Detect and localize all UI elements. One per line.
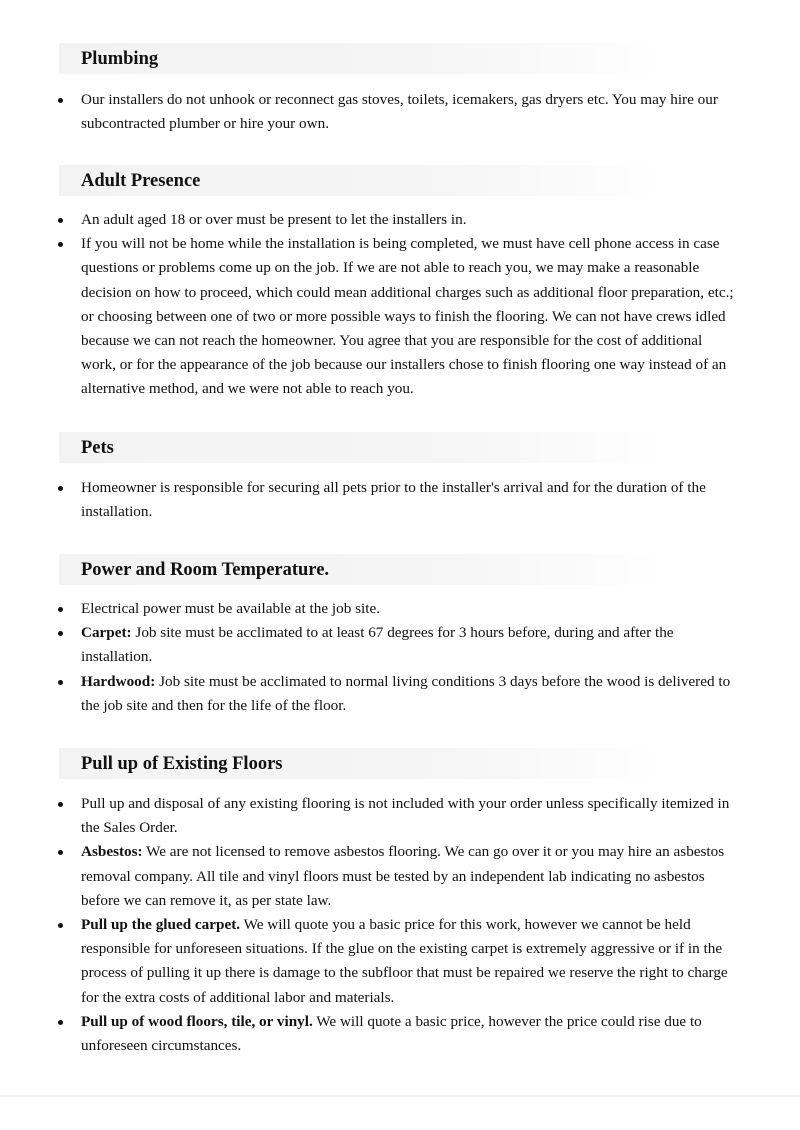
bullet-icon <box>58 1020 63 1025</box>
list-item: Pull up and disposal of any existing flooring is not included with your order unless specifically itemized in the Sales Order. <box>0 792 741 840</box>
section-heading: Plumbing <box>81 49 159 69</box>
bullet-icon <box>58 242 63 247</box>
bullet-list <box>0 476 800 524</box>
bullet-icon <box>58 486 63 491</box>
section-heading: Power and Room Temperature. <box>81 560 330 580</box>
list-item: Hardwood: Job site must be acclimated to normal living conditions 3 days before the wood is delivered to the job site and then for the life of the floor. <box>0 670 741 718</box>
bullet-list <box>0 597 800 718</box>
bullet-list <box>0 792 800 1058</box>
bullet-icon <box>58 802 63 807</box>
bullet-list <box>0 88 800 136</box>
section-heading-bar <box>59 554 659 585</box>
bullet-icon <box>58 631 63 636</box>
list-item: Asbestos: We are not licensed to remove asbestos flooring. We can go over it or you may hire an asbestos removal company. All tile and vinyl floors must be tested by an independent lab indicating no asbestos before we can remove it, as per state law. <box>0 840 741 913</box>
list-item: Pull up of wood floors, tile, or vinyl. We will quote a basic price, however the price could rise due to unforeseen circumstances. <box>0 1010 741 1058</box>
bullet-icon <box>58 218 63 223</box>
list-item: Pull up the glued carpet. We will quote you a basic price for this work, however we cannot be held responsible for unforeseen situations. If the glue on the existing carpet is extremely aggressive or if in the process of pulling it up there is damage to the subfloor that must be repaired we reserve the right to charge for the extra costs of additional labor and materials. <box>0 913 741 1010</box>
list-item: An adult aged 18 or over must be present to let the installers in. <box>0 208 741 232</box>
item-label: Hardwood: <box>81 672 156 690</box>
item-label: Asbestos: <box>81 843 143 861</box>
section-heading-bar <box>59 165 659 196</box>
list-item: If you will not be home while the installation is being completed, we must have cell phone access in case questions or problems come up on the job. If we are not able to reach you, we may make a reasonable decision on how to proceed, which could mean additional charges such as additional floor preparation, etc.; or choosing between one of two or more possible ways to finish the flooring. We can not have crews idled because we can not reach the homeowner. You agree that you are responsible for the cost of additional work, or for the appearance of the job because our installers chose to finish flooring one way instead of an alternative method, and we were not able to reach you. <box>0 232 741 401</box>
section-heading: Pets <box>81 438 114 458</box>
item-label: Carpet: <box>81 624 132 642</box>
section-heading-bar <box>59 43 659 74</box>
section-heading-bar <box>59 748 659 779</box>
list-item: Electrical power must be available at the job site. <box>0 597 741 621</box>
item-label: Pull up of wood floors, tile, or vinyl. <box>81 1012 313 1030</box>
section-heading: Adult Presence <box>81 171 201 191</box>
section-heading: Pull up of Existing Floors <box>81 754 283 774</box>
bullet-icon <box>58 680 63 685</box>
bullet-list <box>0 208 800 402</box>
bullet-icon <box>58 607 63 612</box>
bullet-icon <box>58 850 63 855</box>
list-item: Carpet: Job site must be acclimated to at least 67 degrees for 3 hours before, during and after the installation. <box>0 621 741 669</box>
item-label: Pull up the glued carpet. <box>81 916 241 934</box>
page-divider <box>0 1095 800 1097</box>
list-item: Our installers do not unhook or reconnect gas stoves, toilets, icemakers, gas dryers etc. You may hire our subcontracted plumber or hire your own. <box>0 88 741 136</box>
section-heading-bar <box>59 432 659 463</box>
bullet-icon <box>58 98 63 103</box>
list-item: Homeowner is responsible for securing all pets prior to the installer's arrival and for the duration of the installation. <box>0 476 741 524</box>
bullet-icon <box>58 923 63 928</box>
